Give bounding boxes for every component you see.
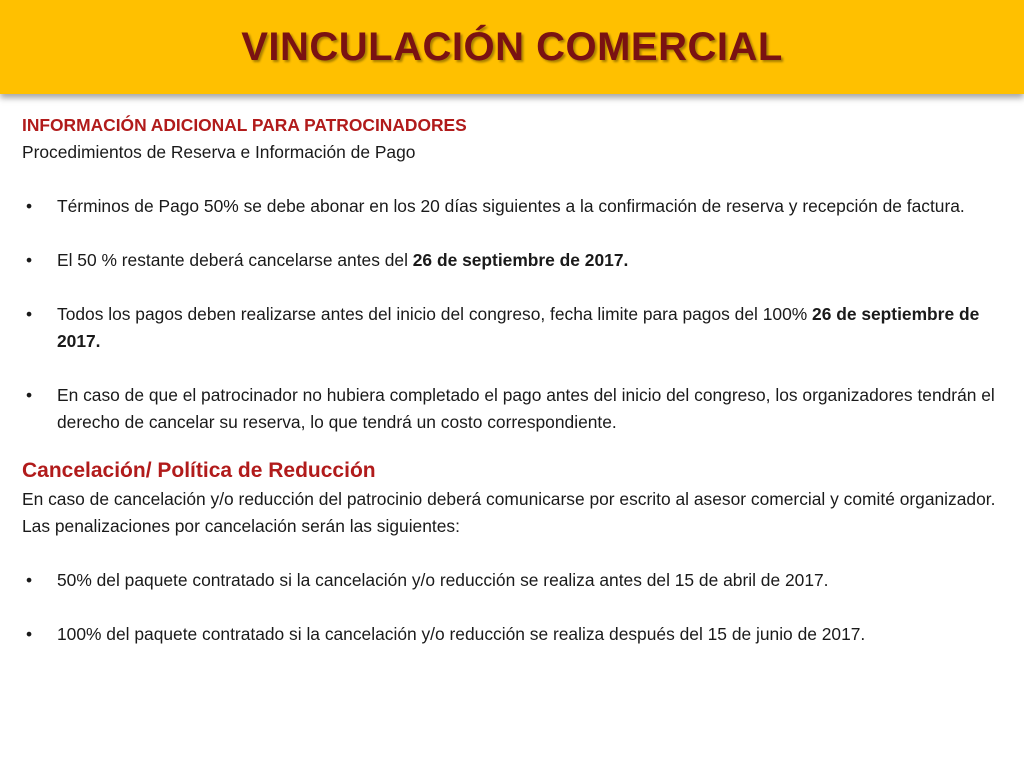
info-subheading: Procedimientos de Reserva e Información de Pago — [22, 142, 416, 162]
cancel-heading: Cancelación/ Política de Reducción — [22, 459, 376, 482]
bullet-text: 100% del paquete contratado si la cancelación y/o reducción se realiza después del 15 de junio de 2017. — [57, 624, 866, 644]
cancel-paragraph: En caso de cancelación y/o reducción del patrocinio deberá comunicarse por escrito al asesor comercial y comité organizador. Las penalizaciones por cancelación serán las siguientes: — [22, 489, 996, 536]
bullet-icon: • — [26, 196, 33, 216]
bullet-icon: • — [26, 385, 33, 405]
title-banner — [0, 0, 1024, 94]
bullet-icon: • — [26, 304, 33, 324]
list-item — [22, 247, 1012, 274]
bullet-icon: • — [26, 250, 33, 270]
bullet-text: Términos de Pago 50% se debe abonar en los 20 días siguientes a la confirmación de reserva y recepción de factura. — [57, 196, 965, 216]
info-heading: INFORMACIÓN ADICIONAL PARA PATROCINADORES — [22, 115, 467, 135]
list-item — [22, 567, 1012, 594]
bullet-bold-date: 26 de septiembre de 2017. — [412, 250, 629, 270]
page-title: VINCULACIÓN COMERCIAL — [241, 24, 783, 69]
bullet-text: 50% del paquete contratado si la cancelación y/o reducción se realiza antes del 15 de abril de 2017. — [57, 570, 829, 590]
bullet-text: El 50 % restante deberá cancelarse antes del — [57, 250, 413, 270]
bullet-text: En caso de que el patrocinador no hubiera completado el pago antes del inicio del congreso, los organizadores tendrán el derecho de cancelar su reserva, lo que tendrá un costo correspondiente. — [57, 385, 995, 432]
bullet-icon: • — [26, 570, 33, 590]
slide-content — [22, 112, 1012, 648]
bullet-bold-date: 26 de septiembre de 2017. — [57, 304, 980, 351]
list-item — [22, 382, 1012, 436]
list-item — [22, 301, 1012, 355]
list-item — [22, 193, 1012, 220]
bullet-text: Todos los pagos deben realizarse antes del inicio del congreso, fecha limite para pagos del 100% — [57, 304, 813, 324]
list-item — [22, 621, 1012, 648]
bullet-icon: • — [26, 624, 33, 644]
